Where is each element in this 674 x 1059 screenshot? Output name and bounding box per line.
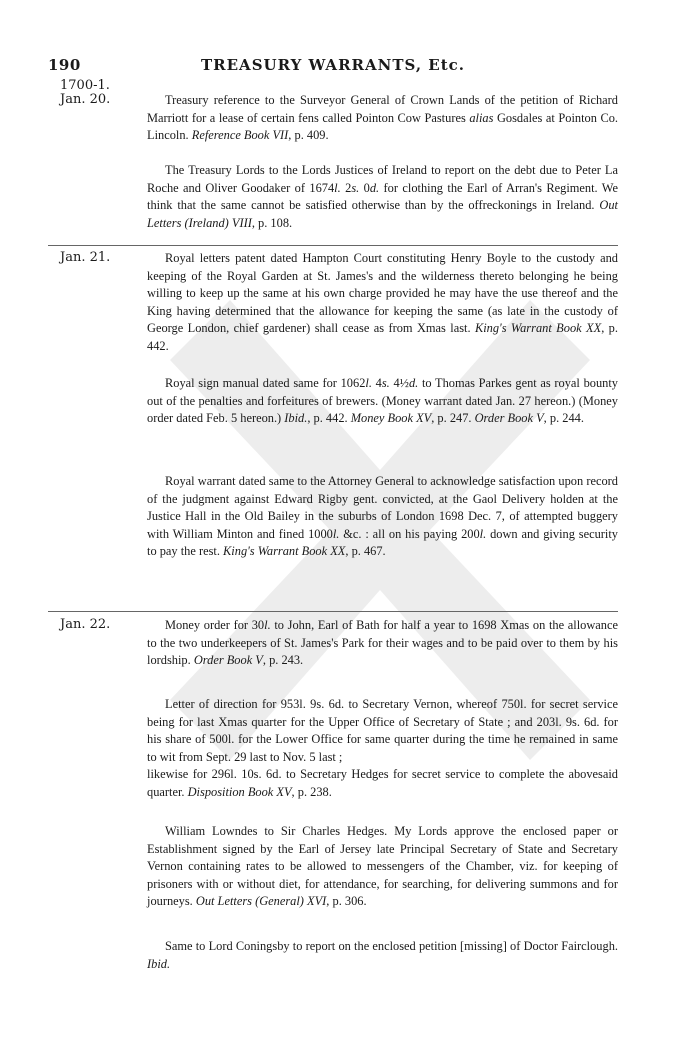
reference: Out Letters (Ireland) VIII (147, 198, 618, 230)
entry-text: The Treasury Lords to the Lords Justices of Ireland to report on the debt due to Peter La Roche and Oliver Goodaker of 1674l. 2s. 0d. for clothing the Earl of Arran's Regiment. We think that the same cannot be satisfied otherwise than by the offreckonings in Ireland. Out Letters (Ireland) VIII, p. 108. (147, 163, 619, 230)
reference: Disposition Book XV (187, 784, 292, 799)
reference: Ibid. (147, 956, 171, 971)
divider (48, 245, 618, 246)
reference: Order Book V (474, 411, 544, 426)
entry-text: Money order for 30l. to John, Earl of Bath for half a year to 1698 Xmas on the allowance to the two underkeepers of St. James's Park for their wages and to be paid over to them by his lordship. Order Book V, p. 243. (147, 618, 618, 668)
running-title: TREASURY WARRANTS, Etc. (201, 56, 465, 74)
reference: King's Warrant Book XX (474, 321, 602, 336)
entry-date: Jan. 22. (60, 617, 111, 632)
reference: Money Book XV (350, 411, 432, 426)
entry-date: Jan. 21. (60, 250, 111, 265)
reference: King's Warrant Book XX (223, 544, 346, 559)
reference: Reference Book VII (191, 128, 289, 143)
reference: Out Letters (General) XVI (195, 894, 327, 909)
page-number: 190 (48, 56, 81, 74)
reference: Order Book V (193, 653, 263, 668)
entry-text: Royal warrant dated same to the Attorney General to acknowledge satisfaction upon record of the judgment against Edward Rigby gent. convicted, at the Gaol Delivery holden at the Justice Hall in the Old Bailey in the suburbs of London 1698 Dec. 7, of attempted buggery with William Minton and fined 1000l. &c. : all on his paying 200l. down and giving security to pay the rest. King's Warrant Book XX, p. 467. (147, 474, 618, 559)
reference: Ibid. (284, 411, 308, 426)
entry-text: Letter of direction for 953l. 9s. 6d. to Secretary Vernon, whereof 750l. for secret service being for last Xmas quarter for the Upper Office of Secretary of State ; and 203l. 9s. 6d. for his share of 500l. for the Lower Office for same quarter during the time he remained in same to wit from Sept. 29 last to Nov. 5 last ; likewise for 296l. 10s. 6d. to Secretary Hedges for secret service to complete the abovesaid quarter. Disposition Book XV, p. 238. (147, 697, 618, 799)
entry-text: William Lowndes to Sir Charles Hedges. My Lords approve the enclosed paper or Establishment signed by the Earl of Jersey late Principal Secretary of State and Secretary Vernon containing rates to be allowed to messengers of the Chamber, viz. for keeping of prisoners with or without diet, for attendance, for searching, for delivering summons and for journeys. Out Letters (General) XVI, p. 306. (147, 824, 618, 909)
entry-date: Jan. 20. (60, 92, 111, 107)
entry-text: Treasury reference to the Surveyor General of Crown Lands of the petition of Richard Marriott for a lease of certain fens called Pointon Cow Pastures alias Gosdales at Pointon Co. Lincoln. Reference Book VII, p. 409. (147, 93, 619, 143)
divider (48, 611, 618, 612)
year-label: 1700-1. (60, 78, 110, 93)
entry-text: Same to Lord Coningsby to report on the enclosed petition [missing] of Doctor Fairclough. Ibid. (147, 939, 618, 971)
page-header (48, 56, 618, 78)
entry-text: Royal sign manual dated same for 1062l. 4s. 4½d. to Thomas Parkes gent as royal bounty out of the penalties and forfeitures of brewers. (Money warrant dated Jan. 27 hereon.) (Money order dated Feb. 5 hereon.) Ibid., p. 442. Money Book XV, p. 247. Order Book V, p. 244. (147, 376, 618, 426)
entry-text: Royal letters patent dated Hampton Court constituting Henry Boyle to the custody and keeping of the Royal Garden at St. James's and the wilderness thereto belonging he being willing to keep up the same at his own charge provided he may have the use thereof and the King having determined that the allowance for keeping the same (as late in the custody of George London, chief gardener) shall cease as from Xmas last. King's Warrant Book XX, p. 442. (147, 251, 618, 353)
